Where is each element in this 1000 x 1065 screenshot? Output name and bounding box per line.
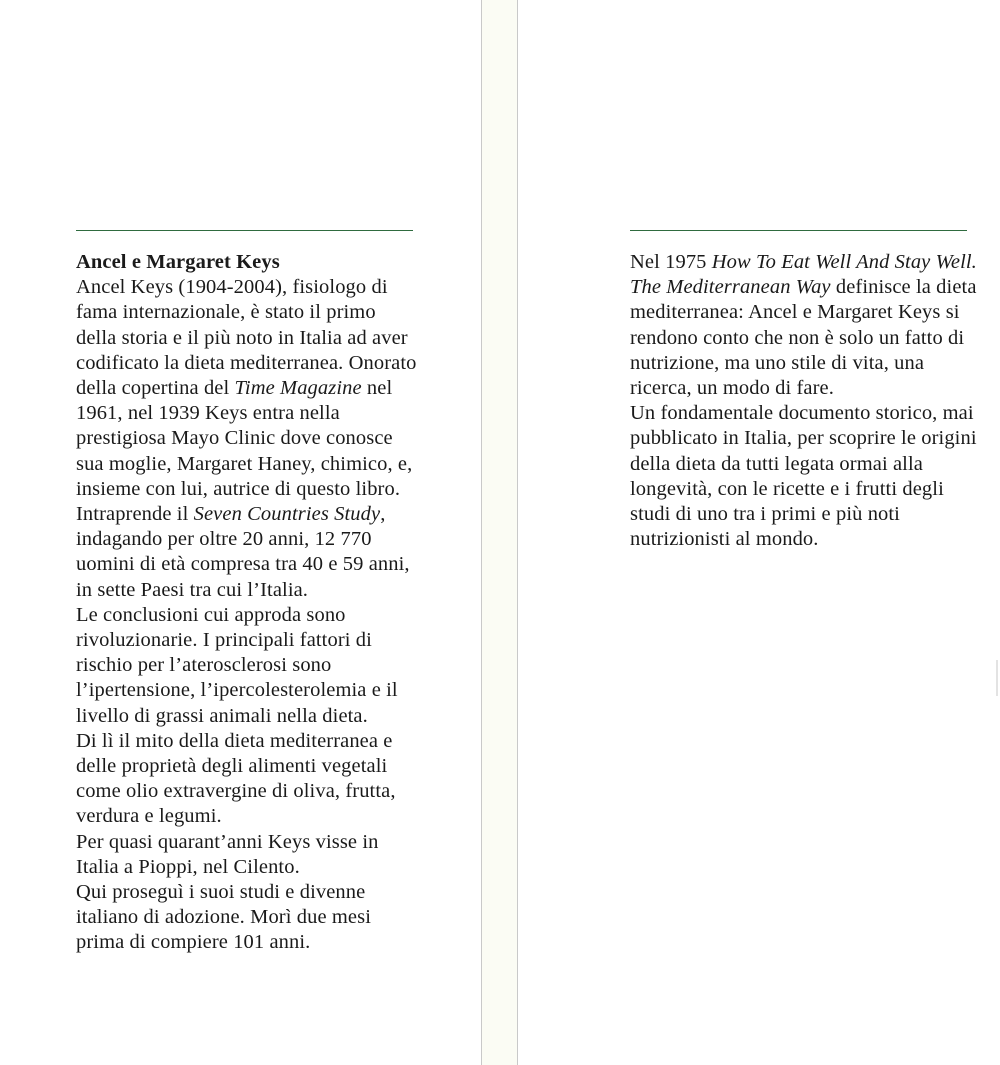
text-run: Qui proseguì i suoi studi e divenne italiano di adozione. Morì due mesi prima di compiere 101 anni.	[76, 881, 371, 954]
paragraph	[630, 250, 978, 401]
page-gutter	[481, 0, 518, 1065]
text-run: definisce la dieta mediterranea: Ancel e Margaret Keys si rendono conto che non è solo un fatto di nutrizione, ma uno stile di vita, una ricerca, un modo di fare.	[630, 276, 977, 400]
text-run: Ancel Keys (1904-2004), fisiologo di fama internazionale, è stato il primo della storia e il più noto in Italia ad aver codificato la dieta mediterranea. Onorato della copertina del	[76, 276, 417, 400]
right-flap-paragraphs	[630, 250, 978, 552]
right-flap-page	[518, 0, 1000, 1065]
left-flap-text	[76, 250, 421, 956]
paragraph	[76, 603, 421, 729]
author-heading: Ancel e Margaret Keys	[76, 251, 280, 273]
paragraph	[630, 401, 978, 552]
text-run: Per quasi quarant’anni Keys visse in Italia a Pioppi, nel Cilento.	[76, 830, 379, 878]
left-flap-page	[0, 0, 481, 1065]
left-flap-divider-rule	[76, 230, 413, 231]
paragraph	[76, 502, 421, 603]
text-run: nel 1961, nel 1939 Keys entra nella prestigiosa Mayo Clinic dove conosce sua moglie, Margaret Haney, chimico, e, insieme con lui, autrice di questo libro.	[76, 377, 413, 500]
text-run: Le conclusioni cui approda sono rivoluzionarie. I principali fattori di rischio per l’aterosclerosi sono l’ipertensione, l’ipercolesterolemia e il livello di grassi animali nella dieta.	[76, 603, 398, 727]
paragraph	[76, 729, 421, 830]
right-flap-divider-rule	[630, 230, 967, 231]
left-flap-paragraphs	[76, 275, 421, 955]
text-run: Nel 1975	[630, 251, 712, 273]
italic-title-run: How To Eat Well And Stay Well. The Mediterranean Way	[630, 251, 977, 299]
right-flap-text	[630, 250, 978, 552]
paragraph	[76, 275, 421, 502]
text-run: Intraprende il	[76, 503, 194, 526]
paragraph	[76, 830, 421, 880]
italic-title-run: Seven Countries Study	[193, 503, 381, 526]
page-edge-mark	[996, 660, 998, 696]
text-run: Un fondamentale documento storico, mai pubblicato in Italia, per scoprire le origini della dieta da tutti legata ormai alla longevità, con le ricette e i frutti degli studi di uno tra i primi e più noti nutrizionisti al mondo.	[630, 402, 977, 551]
italic-title-run: Time Magazine	[234, 377, 362, 400]
paragraph	[76, 880, 421, 956]
text-run: , indagando per oltre 20 anni, 12 770 uomini di età compresa tra 40 e 59 anni, in sette Paesi tra cui l’Italia.	[76, 503, 410, 601]
text-run: Di lì il mito della dieta mediterranea e delle proprietà degli alimenti vegetali come olio extravergine di oliva, frutta, verdura e legumi.	[76, 729, 396, 828]
